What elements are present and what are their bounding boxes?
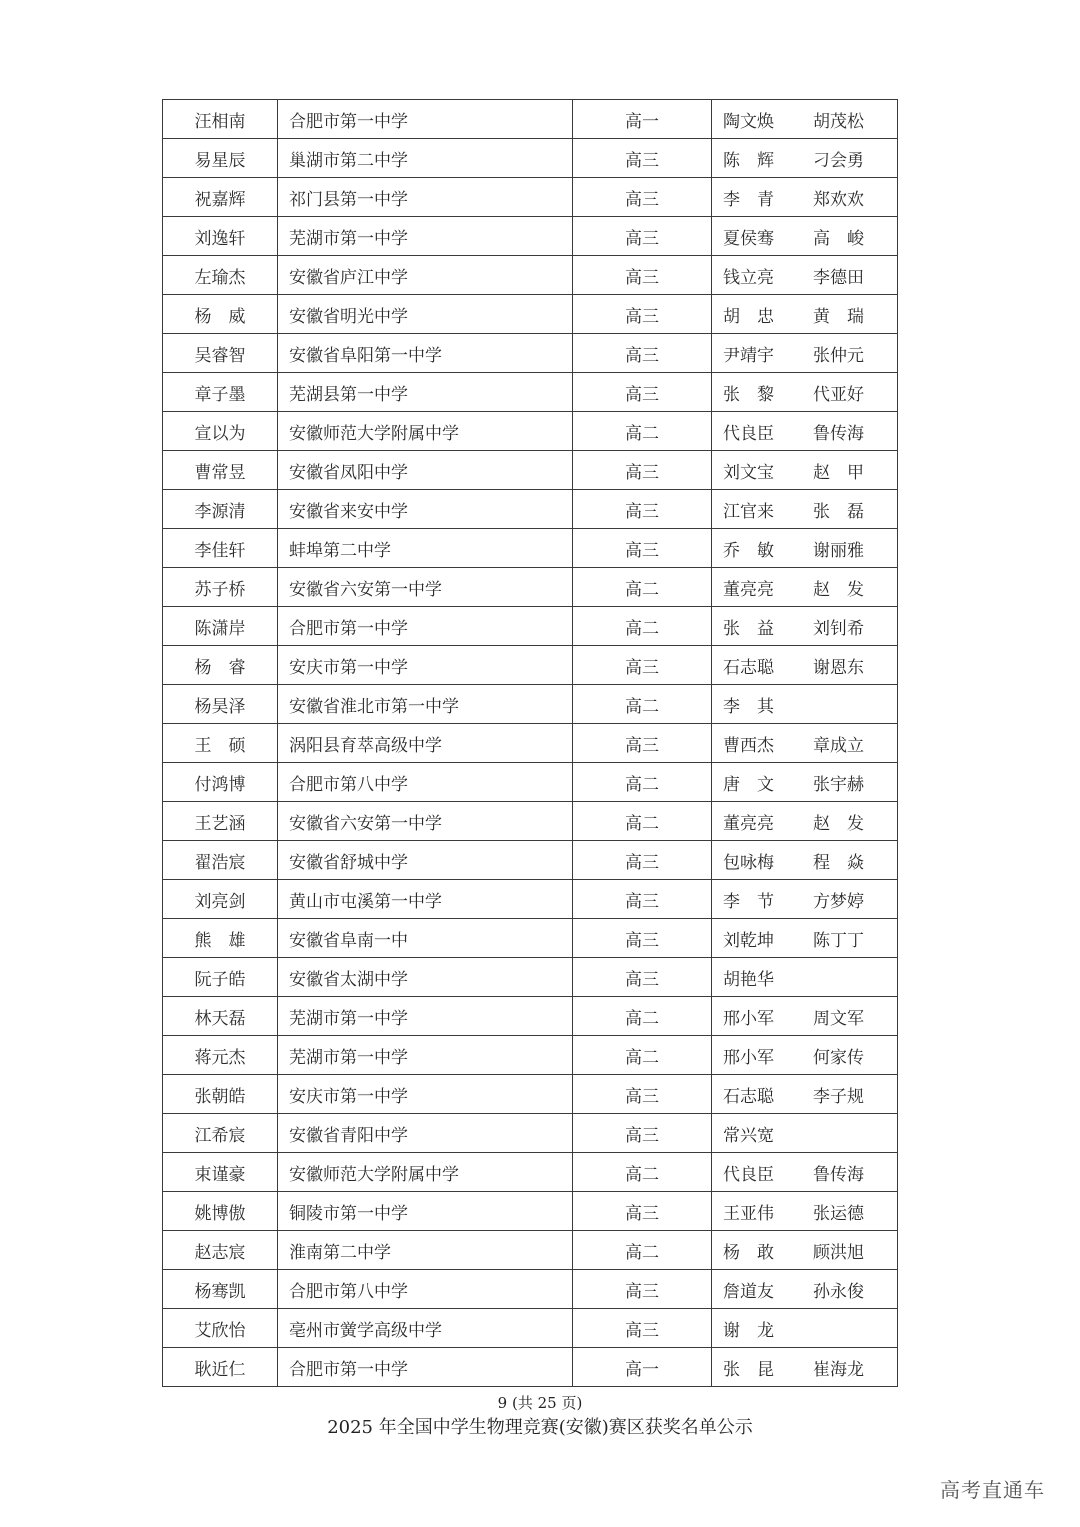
coach-1: 尹靖宇: [723, 345, 774, 366]
grade: 高二: [573, 763, 712, 802]
coaches: [712, 139, 898, 178]
grade: 高二: [573, 997, 712, 1036]
school-name: 安庆市第一中学: [278, 1075, 573, 1114]
coaches: [712, 451, 898, 490]
coaches: [712, 100, 898, 139]
coach-2: 章成立: [813, 735, 864, 756]
table-row: [163, 1075, 898, 1114]
coaches: [712, 1270, 898, 1309]
coach-1: 谢 龙: [723, 1320, 774, 1341]
student-name: 熊 雄: [163, 919, 278, 958]
coach-2: 李子规: [813, 1086, 864, 1107]
student-name: 张朝皓: [163, 1075, 278, 1114]
grade: 高三: [573, 373, 712, 412]
coach-2: 崔海龙: [813, 1359, 864, 1380]
school-name: 安徽省来安中学: [278, 490, 573, 529]
page-number: 9 (共 25 页): [497, 1394, 583, 1412]
grade: 高三: [573, 178, 712, 217]
grade: 高二: [573, 568, 712, 607]
grade: 高三: [573, 1270, 712, 1309]
school-name: 安徽省阜阳第一中学: [278, 334, 573, 373]
coach-2: 张运德: [813, 1203, 864, 1224]
table-row: [163, 334, 898, 373]
coaches: [712, 763, 898, 802]
coach-1: 董亮亮: [723, 813, 774, 834]
student-name: 陈潇岸: [163, 607, 278, 646]
coaches: [712, 919, 898, 958]
school-name: 祁门县第一中学: [278, 178, 573, 217]
coaches: [712, 880, 898, 919]
coach-1: 曹西杰: [723, 735, 774, 756]
table-row: [163, 919, 898, 958]
school-name: 安徽师范大学附属中学: [278, 1153, 573, 1192]
school-name: 芜湖市第一中学: [278, 1036, 573, 1075]
grade: 高三: [573, 529, 712, 568]
student-name: 王 硕: [163, 724, 278, 763]
watermark-logo: 高考直通车: [940, 1478, 1045, 1502]
coach-1: 刘乾坤: [723, 930, 774, 951]
table-row: [163, 997, 898, 1036]
coach-2: 张宇赫: [813, 774, 864, 795]
table-row: [163, 1114, 898, 1153]
school-name: 安徽省六安第一中学: [278, 568, 573, 607]
coach-1: 代良臣: [723, 1164, 774, 1185]
coach-2: 张 磊: [813, 501, 864, 522]
table-row: [163, 1309, 898, 1348]
school-name: 安徽师范大学附属中学: [278, 412, 573, 451]
grade: 高三: [573, 841, 712, 880]
student-name: 杨昊泽: [163, 685, 278, 724]
table-row: [163, 256, 898, 295]
table-row: [163, 139, 898, 178]
coach-1: 胡 忠: [723, 306, 774, 327]
student-name: 蒋元杰: [163, 1036, 278, 1075]
coach-1: 张 黎: [723, 384, 774, 405]
grade: 高二: [573, 1231, 712, 1270]
coach-1: 陶文焕: [723, 111, 774, 132]
table-row: [163, 1270, 898, 1309]
table-row: [163, 724, 898, 763]
school-name: 安徽省青阳中学: [278, 1114, 573, 1153]
school-name: 安徽省庐江中学: [278, 256, 573, 295]
coach-1: 乔 敏: [723, 540, 774, 561]
coach-2: 刁会勇: [813, 150, 864, 171]
grade: 高二: [573, 802, 712, 841]
student-name: 祝嘉辉: [163, 178, 278, 217]
school-name: 合肥市第一中学: [278, 100, 573, 139]
grade: 高三: [573, 646, 712, 685]
award-list-table: [162, 99, 898, 1387]
table-row: [163, 1231, 898, 1270]
grade: 高三: [573, 1309, 712, 1348]
table-row: [163, 841, 898, 880]
grade: 高二: [573, 607, 712, 646]
coach-2: 谢恩东: [813, 657, 864, 678]
grade: 高三: [573, 880, 712, 919]
student-name: 李佳轩: [163, 529, 278, 568]
student-name: 阮子皓: [163, 958, 278, 997]
coach-2: 方梦婷: [813, 891, 864, 912]
table-row: [163, 568, 898, 607]
school-name: 蚌埠第二中学: [278, 529, 573, 568]
school-name: 安徽省明光中学: [278, 295, 573, 334]
coach-1: 杨 敢: [723, 1242, 774, 1263]
coach-1: 陈 辉: [723, 150, 774, 171]
grade: 高三: [573, 295, 712, 334]
school-name: 安徽省六安第一中学: [278, 802, 573, 841]
table-row: [163, 412, 898, 451]
school-name: 芜湖县第一中学: [278, 373, 573, 412]
coaches: [712, 529, 898, 568]
student-name: 姚博傲: [163, 1192, 278, 1231]
coaches: [712, 412, 898, 451]
table-row: [163, 100, 898, 139]
coach-2: 顾洪旭: [813, 1242, 864, 1263]
coach-1: 夏侯骞: [723, 228, 774, 249]
coach-2: 张仲元: [813, 345, 864, 366]
coaches: [712, 1114, 898, 1153]
table-row: [163, 295, 898, 334]
grade: 高一: [573, 1348, 712, 1387]
table-row: [163, 1192, 898, 1231]
grade: 高三: [573, 334, 712, 373]
coach-2: 刘钊希: [813, 618, 864, 639]
coach-2: 谢丽雅: [813, 540, 864, 561]
coaches: [712, 1075, 898, 1114]
student-name: 李源清: [163, 490, 278, 529]
grade: 高三: [573, 919, 712, 958]
coach-1: 邢小军: [723, 1047, 774, 1068]
coach-2: 陈丁丁: [813, 930, 864, 951]
coach-1: 邢小军: [723, 1008, 774, 1029]
coaches: [712, 334, 898, 373]
coaches: [712, 217, 898, 256]
coaches: [712, 607, 898, 646]
grade: 高三: [573, 451, 712, 490]
coach-2: 程 焱: [813, 852, 864, 873]
student-name: 苏子桥: [163, 568, 278, 607]
table-row: [163, 1036, 898, 1075]
grade: 高三: [573, 958, 712, 997]
student-name: 王艺涵: [163, 802, 278, 841]
coach-2: 胡茂松: [813, 111, 864, 132]
coach-1: 刘文宝: [723, 462, 774, 483]
school-name: 亳州市黉学高级中学: [278, 1309, 573, 1348]
coaches: [712, 685, 898, 724]
grade: 高三: [573, 1114, 712, 1153]
table-row: [163, 373, 898, 412]
school-name: 合肥市第八中学: [278, 763, 573, 802]
table-row: [163, 1348, 898, 1387]
school-name: 安庆市第一中学: [278, 646, 573, 685]
coaches: [712, 1153, 898, 1192]
coaches: [712, 178, 898, 217]
student-name: 左瑜杰: [163, 256, 278, 295]
grade: 高三: [573, 724, 712, 763]
student-name: 章子墨: [163, 373, 278, 412]
student-name: 杨骞凯: [163, 1270, 278, 1309]
coaches: [712, 373, 898, 412]
coach-1: 钱立亮: [723, 267, 774, 288]
coaches: [712, 802, 898, 841]
coach-2: 郑欢欢: [813, 189, 864, 210]
coaches: [712, 1309, 898, 1348]
coach-2: 代亚好: [813, 384, 864, 405]
coach-1: 王亚伟: [723, 1203, 774, 1224]
table-row: [163, 178, 898, 217]
grade: 高二: [573, 685, 712, 724]
table-row: [163, 607, 898, 646]
student-name: 艾欣怡: [163, 1309, 278, 1348]
school-name: 黄山市屯溪第一中学: [278, 880, 573, 919]
student-name: 易星辰: [163, 139, 278, 178]
student-name: 束谨豪: [163, 1153, 278, 1192]
school-name: 合肥市第一中学: [278, 1348, 573, 1387]
coaches: [712, 841, 898, 880]
coach-1: 石志聪: [723, 657, 774, 678]
coaches: [712, 256, 898, 295]
document-title: 2025 年全国中学生物理竞赛(安徽)赛区获奖名单公示: [327, 1417, 753, 1438]
grade: 高一: [573, 100, 712, 139]
table-row: [163, 685, 898, 724]
coach-2: 鲁传海: [813, 1164, 864, 1185]
grade: 高三: [573, 217, 712, 256]
coaches: [712, 1036, 898, 1075]
student-name: 曹常昱: [163, 451, 278, 490]
school-name: 安徽省淮北市第一中学: [278, 685, 573, 724]
coach-1: 常兴宽: [723, 1125, 774, 1146]
table-row: [163, 802, 898, 841]
grade: 高三: [573, 256, 712, 295]
school-name: 巢湖市第二中学: [278, 139, 573, 178]
school-name: 安徽省凤阳中学: [278, 451, 573, 490]
student-name: 江希宸: [163, 1114, 278, 1153]
grade: 高二: [573, 412, 712, 451]
school-name: 芜湖市第一中学: [278, 997, 573, 1036]
coach-1: 詹道友: [723, 1281, 774, 1302]
student-name: 翟浩宸: [163, 841, 278, 880]
coach-1: 董亮亮: [723, 579, 774, 600]
school-name: 铜陵市第一中学: [278, 1192, 573, 1231]
student-name: 赵志宸: [163, 1231, 278, 1270]
coach-2: 李德田: [813, 267, 864, 288]
coach-2: 黄 瑞: [813, 306, 864, 327]
school-name: 涡阳县育萃高级中学: [278, 724, 573, 763]
coach-1: 李 节: [723, 891, 774, 912]
student-name: 耿近仁: [163, 1348, 278, 1387]
table-row: [163, 490, 898, 529]
coach-2: 赵 甲: [813, 462, 864, 483]
table-row: [163, 529, 898, 568]
coaches: [712, 1348, 898, 1387]
table-row: [163, 646, 898, 685]
coach-2: 周文军: [813, 1008, 864, 1029]
coaches: [712, 568, 898, 607]
coach-2: 鲁传海: [813, 423, 864, 444]
table-row: [163, 880, 898, 919]
table-body: [163, 100, 898, 1387]
student-name: 杨 威: [163, 295, 278, 334]
grade: 高二: [573, 1036, 712, 1075]
coach-1: 石志聪: [723, 1086, 774, 1107]
table-row: [163, 451, 898, 490]
coach-2: 赵 发: [813, 813, 864, 834]
grade: 高三: [573, 490, 712, 529]
coach-2: 孙永俊: [813, 1281, 864, 1302]
coach-1: 唐 文: [723, 774, 774, 795]
coach-1: 包咏梅: [723, 852, 774, 873]
coach-2: 赵 发: [813, 579, 864, 600]
coaches: [712, 997, 898, 1036]
school-name: 合肥市第一中学: [278, 607, 573, 646]
coaches: [712, 958, 898, 997]
grade: 高三: [573, 1075, 712, 1114]
grade: 高二: [573, 1153, 712, 1192]
table-row: [163, 1153, 898, 1192]
student-name: 林天磊: [163, 997, 278, 1036]
coaches: [712, 295, 898, 334]
coach-1: 李 青: [723, 189, 774, 210]
grade: 高三: [573, 1192, 712, 1231]
student-name: 汪相南: [163, 100, 278, 139]
coach-1: 张 益: [723, 618, 774, 639]
student-name: 宣以为: [163, 412, 278, 451]
coach-2: 何家传: [813, 1047, 864, 1068]
coach-1: 张 昆: [723, 1359, 774, 1380]
student-name: 刘逸轩: [163, 217, 278, 256]
school-name: 安徽省舒城中学: [278, 841, 573, 880]
student-name: 吴睿智: [163, 334, 278, 373]
student-name: 付鸿博: [163, 763, 278, 802]
coach-1: 代良臣: [723, 423, 774, 444]
school-name: 淮南第二中学: [278, 1231, 573, 1270]
coach-2: 高 峻: [813, 228, 864, 249]
school-name: 芜湖市第一中学: [278, 217, 573, 256]
coaches: [712, 1192, 898, 1231]
school-name: 安徽省太湖中学: [278, 958, 573, 997]
student-name: 刘亮剑: [163, 880, 278, 919]
table-row: [163, 217, 898, 256]
coaches: [712, 490, 898, 529]
table-row: [163, 763, 898, 802]
coaches: [712, 646, 898, 685]
grade: 高三: [573, 139, 712, 178]
school-name: 安徽省阜南一中: [278, 919, 573, 958]
coaches: [712, 724, 898, 763]
coach-1: 李 其: [723, 696, 774, 717]
coaches: [712, 1231, 898, 1270]
student-name: 杨 睿: [163, 646, 278, 685]
school-name: 合肥市第八中学: [278, 1270, 573, 1309]
table-row: [163, 958, 898, 997]
coach-1: 江官来: [723, 501, 774, 522]
coach-1: 胡艳华: [723, 969, 774, 990]
